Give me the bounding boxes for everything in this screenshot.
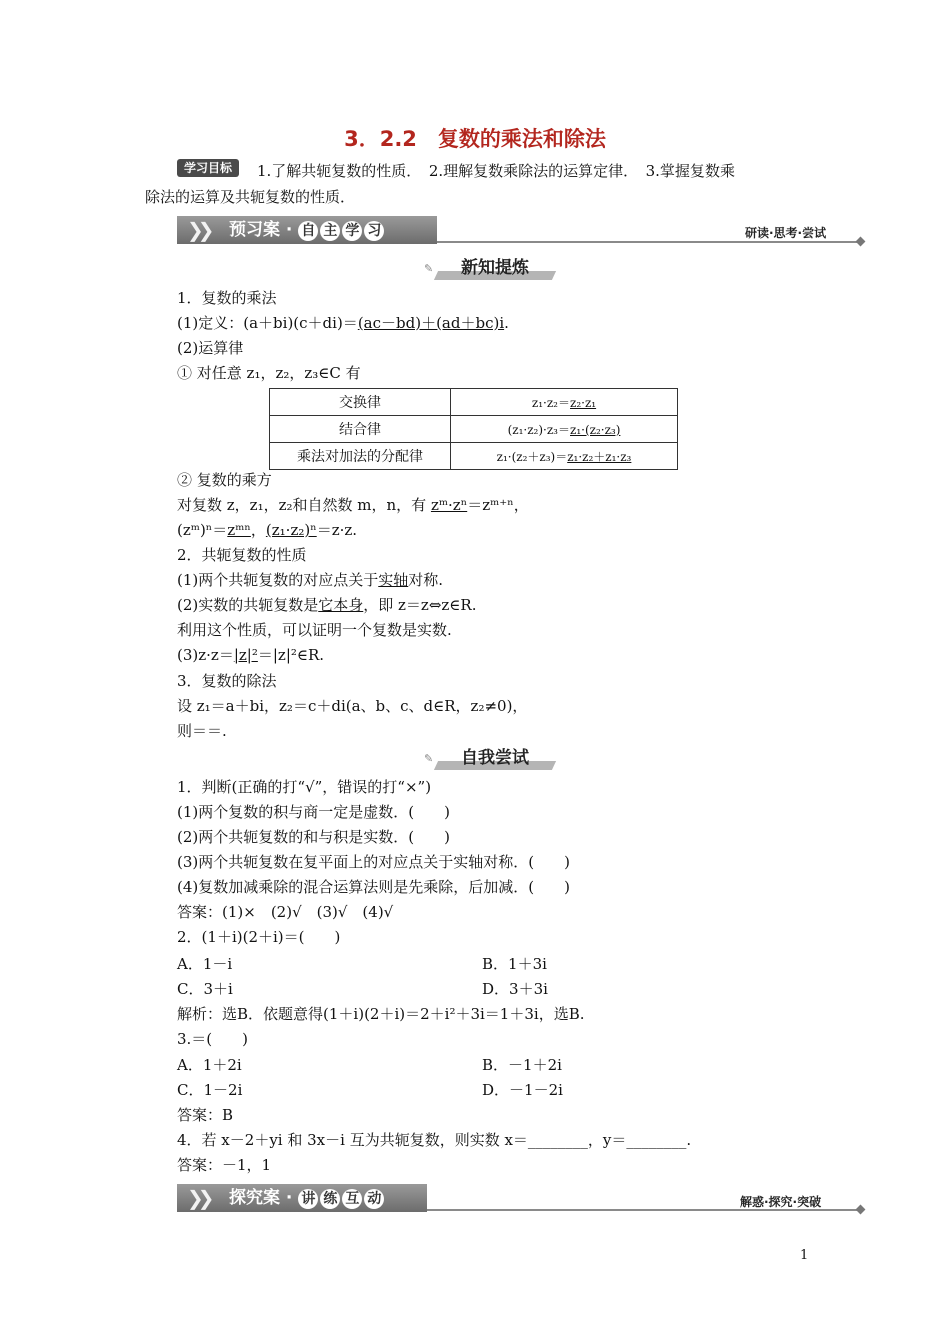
table-cell: z₁·(z₂＋z₃)＝z₁·z₂＋z₁·z₃	[451, 443, 678, 470]
option-d: D．3＋3i	[482, 980, 548, 998]
diamond-icon	[856, 237, 866, 247]
explore-banner	[177, 1184, 427, 1212]
banner-pill: 动	[364, 1189, 384, 1209]
text-line: 利用这个性质，可以证明一个复数是实数.	[177, 621, 452, 639]
pencil-icon: ✎	[424, 262, 434, 275]
text-line: 3.＝( )	[177, 1030, 249, 1048]
banner-pill: 学	[342, 221, 362, 241]
preview-banner	[177, 216, 437, 244]
text-line: (2)实数的共轭复数是它本身，即 z＝z⇔z∈R.	[177, 596, 477, 614]
explore-banner-label: 探究案	[229, 1188, 280, 1208]
table-cell: 乘法对加法的分配律	[270, 443, 451, 470]
text-line: ① 对任意 z₁，z₂，z₃∈C 有	[177, 364, 361, 382]
table-cell: z₁·z₂＝z₂·z₁	[451, 389, 678, 416]
banner-dot: ·	[285, 1188, 293, 1208]
table-cell: 交换律	[270, 389, 451, 416]
banner-rule	[437, 241, 857, 243]
text-line: 1．判断(正确的打“√”，错误的打“×”)	[177, 778, 432, 796]
banner-side-text: 研读·思考·尝试	[745, 226, 827, 240]
text-line: 对复数 z，z₁，z₂和自然数 m，n，有 zᵐ·zⁿ＝zᵐ⁺ⁿ，	[177, 496, 529, 514]
page-title: 3．2.2 复数的乘法和除法	[344, 127, 606, 151]
option-d: D．－1－2i	[482, 1081, 563, 1099]
multiplication-laws-table	[269, 388, 678, 470]
option-a: A．1＋2i	[177, 1056, 242, 1074]
text-line: (1)定义：(a＋bi)(c＋di)＝(ac－bd)＋(ad＋bc)i.	[177, 314, 509, 332]
banner-pill: 习	[364, 221, 384, 241]
table-row	[270, 443, 678, 470]
text-line: 设 z₁＝a＋bi，z₂＝c＋di(a、b、c、d∈R，z₂≠0)，	[177, 697, 528, 715]
text-line: (2)两个共轭复数的和与积是实数．( )	[177, 828, 450, 846]
chevron-right-icon: ❯❯	[187, 218, 209, 242]
text-line: (4)复数加减乘除的混合运算法则是先乘除，后加减．( )	[177, 878, 570, 896]
table-cell: 结合律	[270, 416, 451, 443]
table-row	[270, 389, 678, 416]
banner-pill: 讲	[298, 1189, 318, 1209]
text-line: 1．复数的乘法	[177, 289, 277, 307]
text-line: 2．共轭复数的性质	[177, 546, 307, 564]
option-c: C．3＋i	[177, 980, 233, 998]
text-line: (1)两个共轭复数的对应点关于实轴对称.	[177, 571, 444, 589]
diamond-icon	[856, 1205, 866, 1215]
banner-pill: 主	[320, 221, 340, 241]
goals-line-2: 除法的运算及共轭复数的性质．	[145, 188, 356, 206]
subheading-self-test: ✎ 自我尝试	[436, 746, 554, 770]
text-line: (3)两个共轭复数在复平面上的对应点关于实轴对称．( )	[177, 853, 570, 871]
preview-banner-label: 预习案	[229, 220, 280, 240]
learning-goal-badge: 学习目标	[177, 159, 239, 177]
goals-line-1: 1.了解共轭复数的性质． 2.理解复数乘除法的运算定律． 3.掌握复数乘	[257, 162, 735, 180]
text-line: 则＝＝.	[177, 722, 227, 740]
option-b: B．－1＋2i	[482, 1056, 562, 1074]
banner-pill: 互	[342, 1189, 362, 1209]
banner-dot: ·	[285, 220, 293, 240]
text-line: 答案：B	[177, 1106, 234, 1124]
text-line: (zᵐ)ⁿ＝zᵐⁿ，(z₁·z₂)ⁿ＝z·z.	[177, 521, 358, 539]
table-cell: (z₁·z₂)·z₃＝z₁·(z₂·z₃)	[451, 416, 678, 443]
subheading-new-knowledge: ✎ 新知提炼	[436, 256, 554, 280]
text-line: (1)两个复数的积与商一定是虚数．( )	[177, 803, 450, 821]
pencil-icon: ✎	[424, 752, 434, 765]
text-line: 答案：－1，1	[177, 1156, 272, 1174]
text-line: 解析：选B．依题意得(1＋i)(2＋i)＝2＋i²＋3i＝1＋3i，选B.	[177, 1005, 585, 1023]
option-b: B．1＋3i	[482, 955, 547, 973]
text-line: 2．(1＋i)(2＋i)＝( )	[177, 928, 341, 946]
text-line: 3．复数的除法	[177, 672, 277, 690]
text-line: (2)运算律	[177, 339, 244, 357]
banner-side-text: 解惑·探究·突破	[740, 1195, 822, 1209]
banner-pill: 自	[298, 221, 318, 241]
text-line: 4．若 x－2＋yi 和 3x－i 互为共轭复数，则实数 x＝________，y＝________.	[177, 1131, 692, 1149]
option-c: C．1－2i	[177, 1081, 243, 1099]
text-line: 答案：(1)× (2)√ (3)√ (4)√	[177, 903, 394, 921]
chevron-right-icon: ❯❯	[187, 1186, 209, 1210]
banner-pill: 练	[320, 1189, 340, 1209]
page-number: 1	[800, 1248, 809, 1263]
text-line: (3)z·z＝|z|²＝|z|²∈R.	[177, 646, 325, 664]
option-a: A．1－i	[177, 955, 233, 973]
text-line: ② 复数的乘方	[177, 471, 272, 489]
table-row	[270, 416, 678, 443]
